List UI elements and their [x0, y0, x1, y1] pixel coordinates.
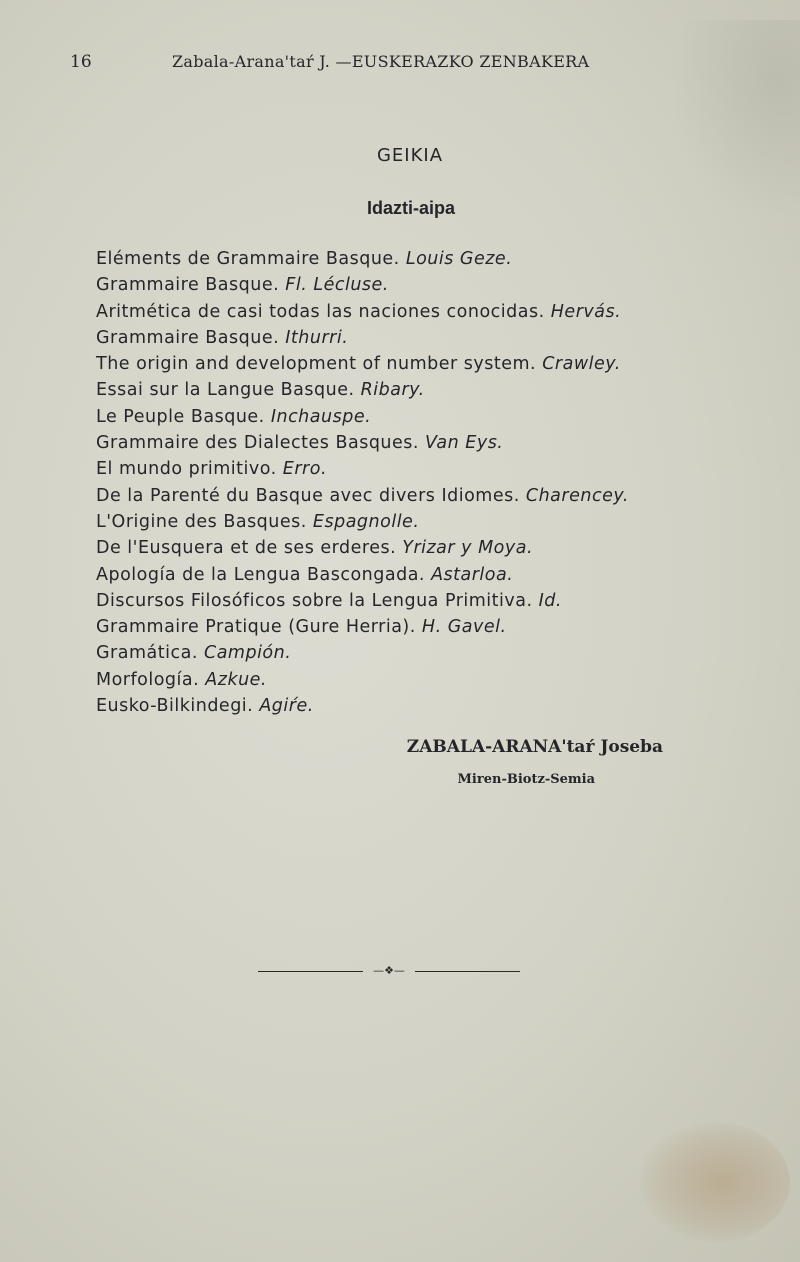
bibliography-entry — [96, 640, 736, 666]
bibliography-entry — [96, 404, 736, 430]
bib-author: Espagnolle. — [312, 511, 420, 532]
bib-title: Morfología. — [96, 669, 200, 690]
bibliography-entry — [96, 377, 736, 403]
bib-author: Agiŕe. — [259, 696, 314, 717]
ornament-divider — [258, 963, 520, 979]
bib-title: El mundo primitivo. — [96, 459, 277, 480]
bibliography-entry — [96, 483, 736, 509]
ornament-line-right — [415, 971, 520, 972]
bibliography-entry — [96, 325, 736, 351]
bib-title: De l'Eusquera et de ses erderes. — [96, 538, 397, 559]
bib-title: Grammaire des Dialectes Basques. — [96, 433, 419, 454]
bib-title: Grammaire Basque. — [96, 327, 280, 348]
ornament-line-left — [258, 971, 363, 972]
bibliography-entry — [96, 246, 736, 272]
bib-title: Eusko-Bilkindegi. — [96, 696, 254, 717]
bib-title: Grammaire Pratique (Gure Herria). — [96, 617, 416, 638]
bibliography-entry — [96, 535, 736, 561]
bibliography-entry — [96, 456, 736, 482]
bib-title: The origin and development of number system. — [96, 354, 537, 375]
bib-title: Le Peuple Basque. — [96, 406, 265, 427]
bib-author: Id. — [538, 590, 562, 611]
bib-author: Fl. Lécluse. — [285, 275, 389, 296]
bib-title: Apología de la Lengua Bascongada. — [96, 564, 425, 585]
bib-author: Yrizar y Moya. — [402, 538, 534, 559]
bib-title: Eléments de Grammaire Basque. — [96, 249, 400, 269]
bibliography-entry — [96, 299, 736, 325]
bibliography-entry — [96, 614, 736, 640]
signature-name: ZABALA-ARANA'taŕ Joseba — [406, 737, 663, 757]
bib-author: Charencey. — [525, 485, 629, 506]
bib-title: Aritmética de casi todas las naciones conocidas. — [96, 301, 545, 322]
bib-title: Grammaire Basque. — [96, 275, 280, 296]
bibliography-entry — [96, 272, 736, 298]
bib-author: Crawley. — [542, 354, 621, 375]
section-title: GEIKIA — [376, 145, 444, 166]
bib-author: H. Gavel. — [421, 617, 507, 638]
bibliography-entry — [96, 351, 736, 377]
page-header — [0, 50, 800, 74]
bibliography-entry — [96, 693, 736, 719]
bib-title: Essai sur la Langue Basque. — [96, 380, 355, 401]
bib-author: Ithurri. — [285, 327, 349, 348]
bib-title: Discursos Filosóficos sobre la Lengua Primitiva. — [96, 590, 533, 611]
bib-author: Erro. — [282, 459, 328, 480]
bib-author: Hervás. — [550, 301, 622, 322]
bib-author: Louis Geze. — [405, 249, 513, 269]
bib-author: Inchauspe. — [270, 406, 372, 427]
bib-author: Azkue. — [205, 669, 267, 690]
bibliography-entry — [96, 430, 736, 456]
bibliography-entry — [96, 509, 736, 535]
bib-title: Gramática. — [96, 643, 198, 664]
bib-title: De la Parenté du Basque avec divers Idiomes. — [96, 485, 520, 506]
bib-title: L'Origine des Basques. — [96, 511, 307, 532]
page-number: 16 — [70, 52, 92, 72]
bib-author: Van Eys. — [425, 433, 504, 454]
bibliography-list — [96, 246, 736, 719]
paper-stain — [640, 1122, 790, 1242]
ornament-glyph-icon: —❖— — [373, 964, 405, 977]
running-title: Zabala-Arana'taŕ J. —EUSKERAZKO ZENBAKERA — [172, 52, 590, 71]
bib-author: Ribary. — [360, 380, 425, 401]
subsection-title: Idazti-aipa — [366, 198, 455, 218]
bib-author: Astarloa. — [431, 564, 514, 585]
bib-author: Campión. — [203, 643, 292, 664]
signature-subtitle: Miren-Biotz-Semia — [457, 772, 595, 787]
bibliography-entry — [96, 588, 736, 614]
bibliography-entry — [96, 562, 736, 588]
bibliography-entry — [96, 667, 736, 693]
